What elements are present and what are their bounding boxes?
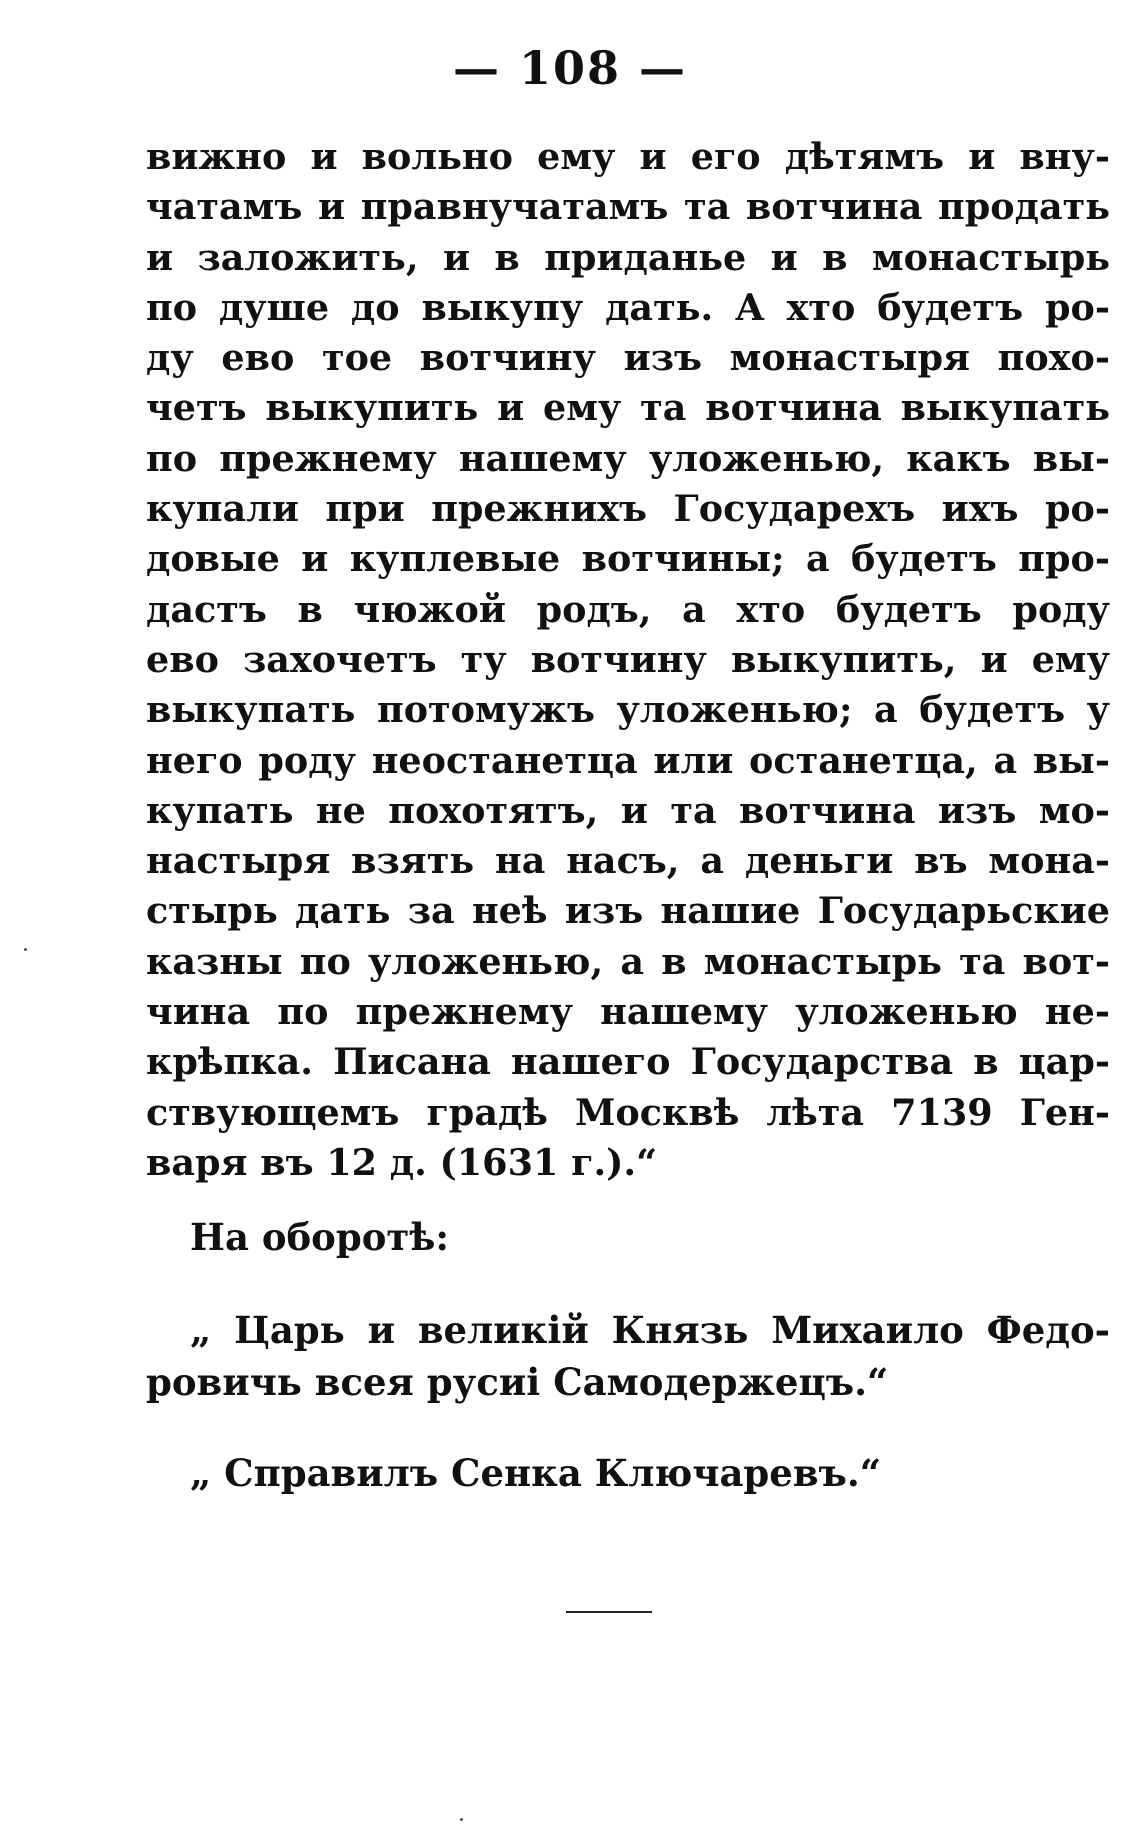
text-line: настыря взять на насъ, а деньги въ мона- [146,839,1110,883]
reverse-label: На оборотѣ: [190,1215,449,1259]
signature-line: ровичь всея русиі Самодержецъ.“ [146,1360,889,1404]
text-line: него роду неостанетца или останетца, а вы- [146,738,1110,782]
text-line: выкупать потомужъ уложенью; а будетъ у [146,688,1110,732]
text-line: казны по уложенью, а в монастырь та вот- [146,939,1110,983]
signature-line: „ Царь и великій Князь Михаило Федо- [190,1308,1110,1352]
text-line: по душе до выкупу дать. А хто будетъ ро- [146,285,1110,329]
end-rule [566,1611,652,1613]
text-line: ду ево тое вотчину изъ монастыря похо- [146,336,1110,380]
page-number: — 108 — [452,41,688,95]
text-line: вижно и вольно ему и его дѣтямъ и вну- [146,135,1110,178]
text-line: и заложить, и в приданье и в монастырь [146,235,1110,279]
print-speck [24,948,27,951]
tsar-signature [146,1304,1110,1408]
clerk-line: „ Справилъ Сенка Ключаревъ.“ [190,1451,882,1495]
text-line-last: варя въ 12 д. (1631 г.).“ [146,1140,658,1184]
text-line: дастъ в чюжой родъ, а хто будетъ роду [146,587,1110,631]
text-line: стырь дать за неѣ изъ нашие Государьские [146,889,1110,933]
text-line: купать не похотятъ, и та вотчина изъ мо- [146,788,1110,832]
text-line: ствующемъ градѣ Москвѣ лѣта 7139 Ген- [146,1090,1110,1134]
text-line: ево захочетъ ту вотчину выкупить, и ему [146,637,1110,681]
text-line: чатамъ и правнучатамъ та вотчина продать [146,185,1110,229]
text-line: по прежнему нашему уложенью, какъ вы- [146,436,1110,480]
text-line: довые и куплевые вотчины; а будетъ про- [146,537,1110,581]
print-speck [460,1818,463,1821]
text-line: купали при прежнихъ Государехъ ихъ ро- [146,487,1110,531]
text-line: четъ выкупить и ему та вотчина выкупать [146,386,1110,430]
text-line: крѣпка. Писана нашего Государства в цар- [146,1040,1110,1084]
text-line: чина по прежнему нашему уложенью не- [146,990,1110,1034]
main-text [146,132,1110,1188]
